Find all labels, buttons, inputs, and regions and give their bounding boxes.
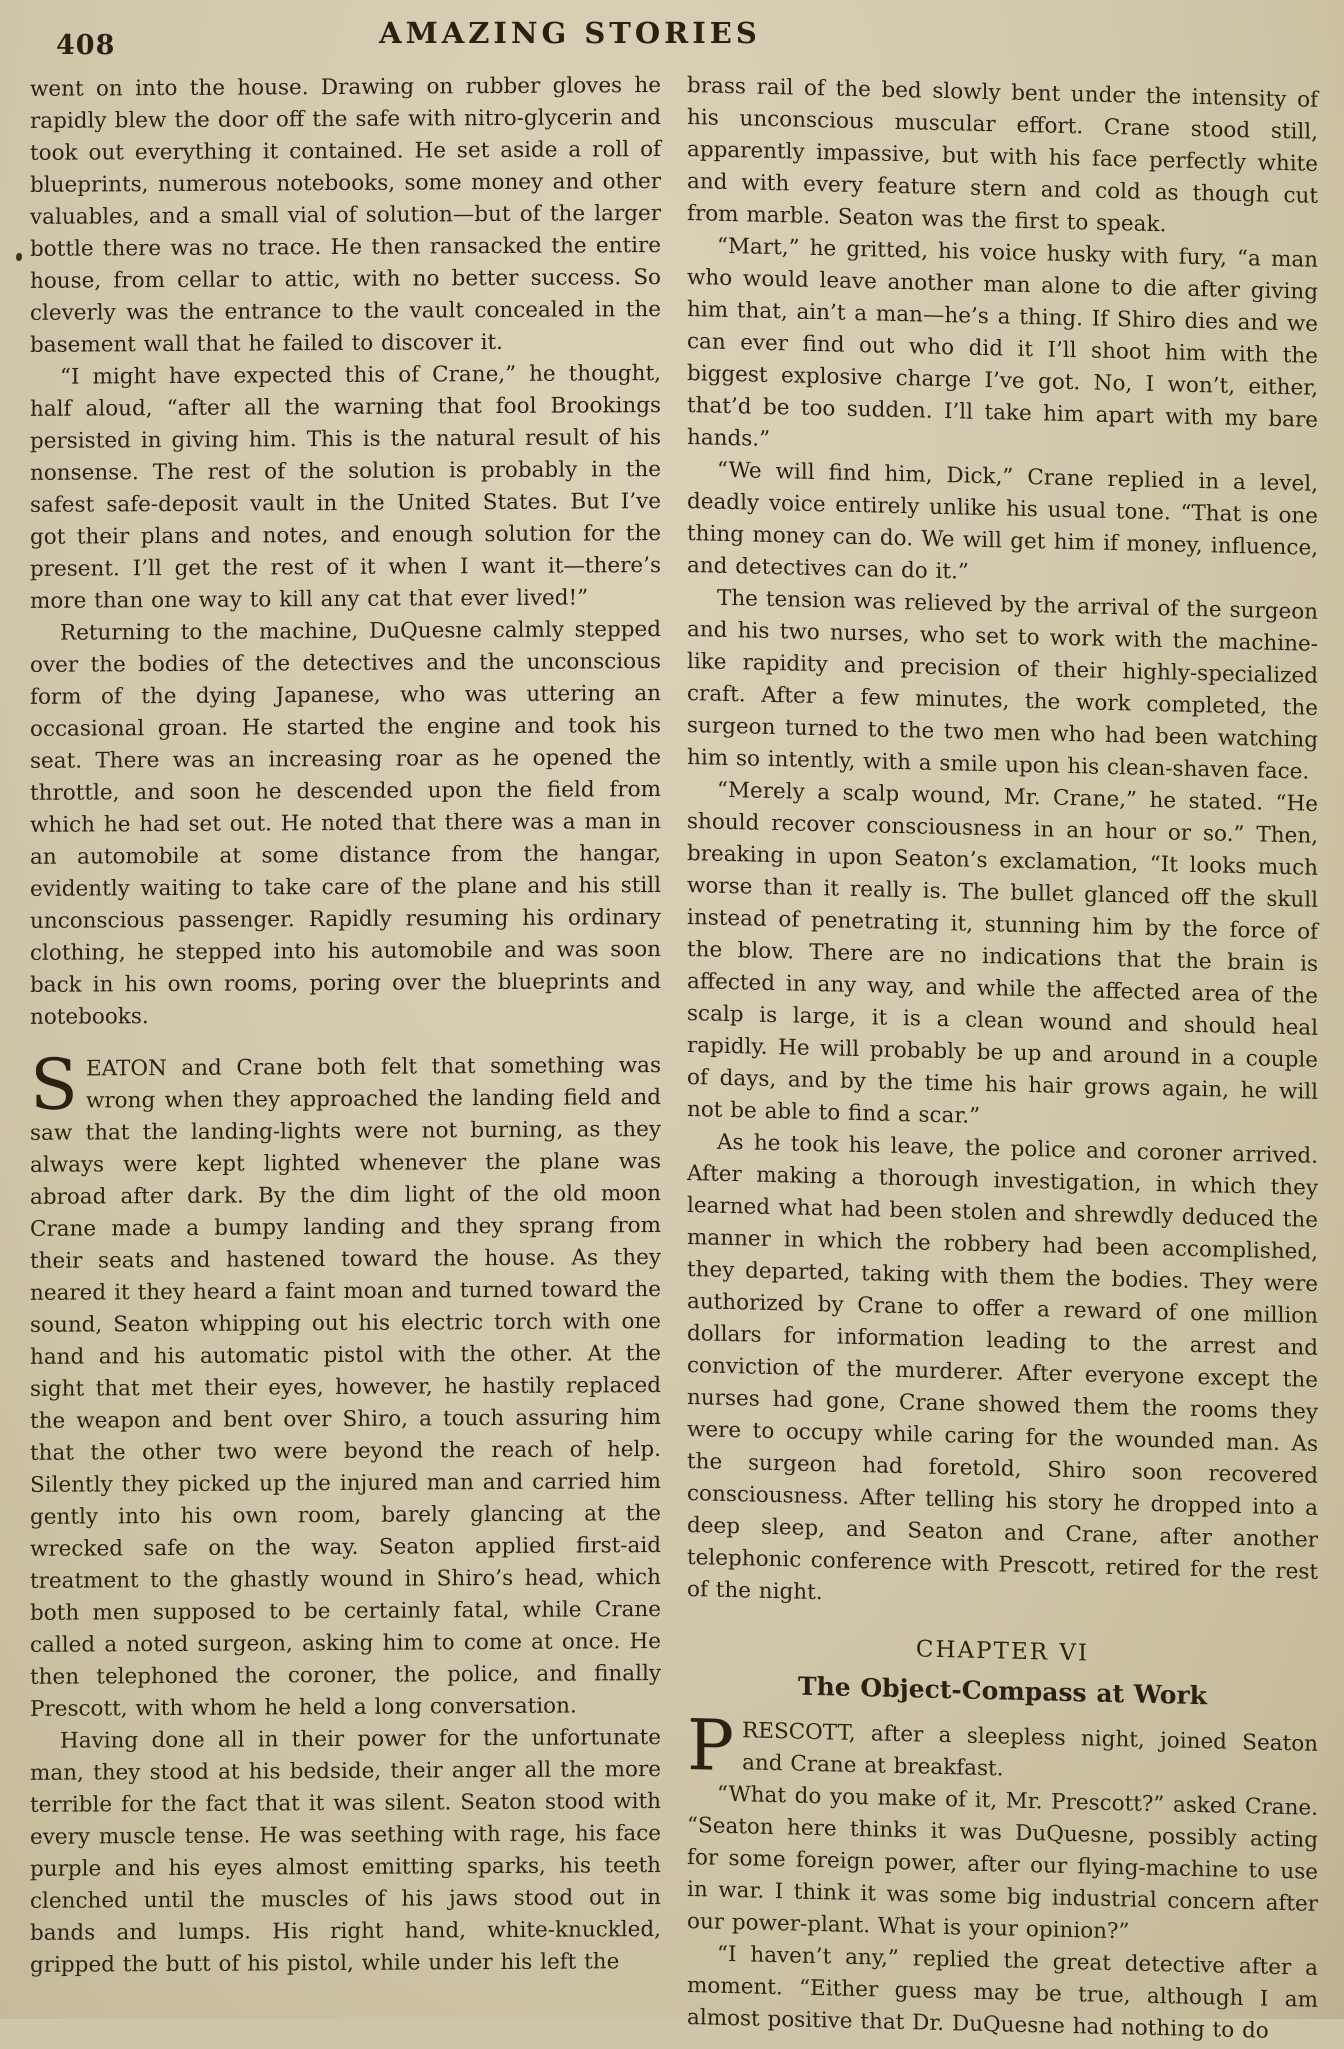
page-header [30,12,1318,64]
chapter-number: CHAPTER VI [915,1636,1090,1667]
scan-speck [16,253,22,261]
paragraph: “Merely a scalp wound, Mr. Crane,” he stated. “He should recover consciousness in an hour or so.” Then, breaking in upon Seaton’s exclamation, “It looks much worse than it really is. The bullet glanced off the skull instead of penetrating it, stunning him by the force of the blow. There are no indications that the brain is affected in any way, and while the affected area of the scalp is large, it is a clean wound and should heal rapidly. He will probably be up and around in a couple of days, and by the time his hair grows again, he will not be able to find a scar.” [687,777,1318,1129]
paragraph: “I might have expected this of Crane,” he thought, half aloud, “after all the warning that fool Brookings persisted in giving him. This is the natural result of his nonsense. The rest of the solution is probably in the safest safe-deposit vault in the United States. But I’ve got their plans and notes, and enough solution for the present. I’ll get the rest of it when I want it—there’s more than one way to kill any cat that ever lived!” [30,361,661,614]
text-columns [30,70,1318,2044]
drop-cap-initial: S [30,1043,78,1126]
left-column [30,70,661,2038]
paragraph: “I haven’t any,” replied the great detective after a moment. “Either guess may be true, although I am almost positive that Dr. DuQuesne had nothing to do [687,1941,1318,2044]
paragraph: Returning to the machine, DuQuesne calmly stepped over the bodies of the detectives and the unconscious form of the dying Japanese, who was uttering an occasional groan. He started the engine and took his seat. There was an increasing roar as he opened the throttle, and soon he descended upon the field from which he had set out. He noted that there was a man in an automobile at some distance from the hangar, evidently waiting to take care of the plane and his still unconscious passenger. Rapidly resuming his ordinary clothing, he stepped into his automobile and was soon back in his own rooms, poring over the blueprints and notebooks. [30,617,661,1030]
paragraph: “Mart,” he gritted, his voice husky with fury, “a man who would leave another man alone to die after giving him that, ain’t a man—he’s a thing. If Shiro dies and we can ever find out who did it I’ll shoot him with the biggest explosive charge I’ve got. No, I won’t, either, that’d be too sudden. I’ll take him apart with my bare hands.” [687,233,1318,452]
drop-cap-initial: P [687,1704,735,1788]
paragraph: Having done all in their power for the unfortunate man, they stood at his bedside, their anger all the more terrible for the fact that it was silent. Seaton stood with every muscle tense. He was seething with rage, his face purple and his eyes almost emitting sparks, his teeth clenched until the muscles of his jaws stood out in bands and lumps. His right hand, white-knuckled, gripped the butt of his pistol, while under his left the [30,1725,661,1978]
page-number: 408 [56,30,116,61]
paragraph: brass rail of the bed slowly bent under the intensity of his unconscious muscular effort. Crane stood still, apparently impassive, but with his face perfectly white and with every feature stern and cold as though cut from marble. Seaton was the first to speak. [687,73,1318,238]
paragraph: went on into the house. Drawing on rubber gloves he rapidly blew the door off the safe with nitro-glycerin and took out everything it contained. He set aside a roll of blueprints, numerous notebooks, some money and other valuables, and a small vial of solution—but of the larger bottle there was no trace. He then ransacked the entire house, from cellar to attic, with no better success. So cleverly was the entrance to the vault concealed in the basement wall that he failed to discover it. [30,73,661,358]
magazine-title: AMAZING STORIES [379,16,761,50]
paragraph: “We will find him, Dick,” Crane replied in a level, deadly voice entirely unlike his usual tone. “That is one thing money can do. We will get him if money, influence, and detectives can do it.” [687,457,1318,585]
paragraph: As he took his leave, the police and coroner arrived. After making a thorough investigation, in which they learned what had been stolen and shrewdly deduced the manner in which the robbery had been accomplished, they departed, taking with them the bodies. They were authorized by Crane to offer a reward of one million dollars for information leading to the arrest and conviction of the murderer. After everyone except the nurses had gone, Crane showed them the rooms they were to occupy while caring for the wounded man. As the surgeon had foretold, Shiro soon recovered consciousness. After telling his story he dropped into a deep sleep, and Seaton and Crane, after another telephonic conference with Prescott, retired for the rest of the night. [687,1129,1318,1606]
paragraph-text: EATON and Crane both felt that something was wrong when they approached the landing field and saw that the landing-lights were not burning, as they always were kept lighted whenever the plane was abroad after dark. By the dim light of the old moon Crane made a bumpy landing and they sprang from their seats and hastened toward the house. As they neared it they heard a faint moan and turned toward the sound, Seaton whipping out his electric torch with one hand and his automatic pistol with the other. At the sight that met their eyes, however, he hastily replaced the weapon and bent over Shiro, a touch assuring him that the other two were beyond the reach of help. Silently they picked up the injured man and carried him gently into his own room, barely glancing at the wrecked safe on the way. Seaton applied first-aid treatment to the ghastly wound in Shiro’s head, which both men supposed to be certainly fatal, while Crane called a noted surgeon, asking him to come at once. He then telephoned the coroner, the police, and finally Prescott, with whom he held a long conversation. [30,1053,661,1722]
chapter-title: The Object-Compass at Work [798,1671,1207,1711]
paragraph [30,1043,661,1726]
right-column [687,70,1318,2049]
paragraph: The tension was relieved by the arrival of the surgeon and his two nurses, who set to work with the machine-like rapidity and precision of their highly-specialized craft. After a few minutes, the work completed, the surgeon turned to the two men who had been watching him so intently, with a smile upon his clean-shaven face. [687,585,1318,785]
paragraph-text: RESCOTT, after a sleepless night, joined Seaton and Crane at breakfast. [742,1718,1318,1782]
paragraph: “What do you make of it, Mr. Prescott?” asked Crane. “Seaton here thinks it was DuQuesne, possibly acting for some foreign power, after our flying-machine to use in war. I think it was some big industrial concern after our power-plant. What is your opinion?” [687,1781,1318,1945]
